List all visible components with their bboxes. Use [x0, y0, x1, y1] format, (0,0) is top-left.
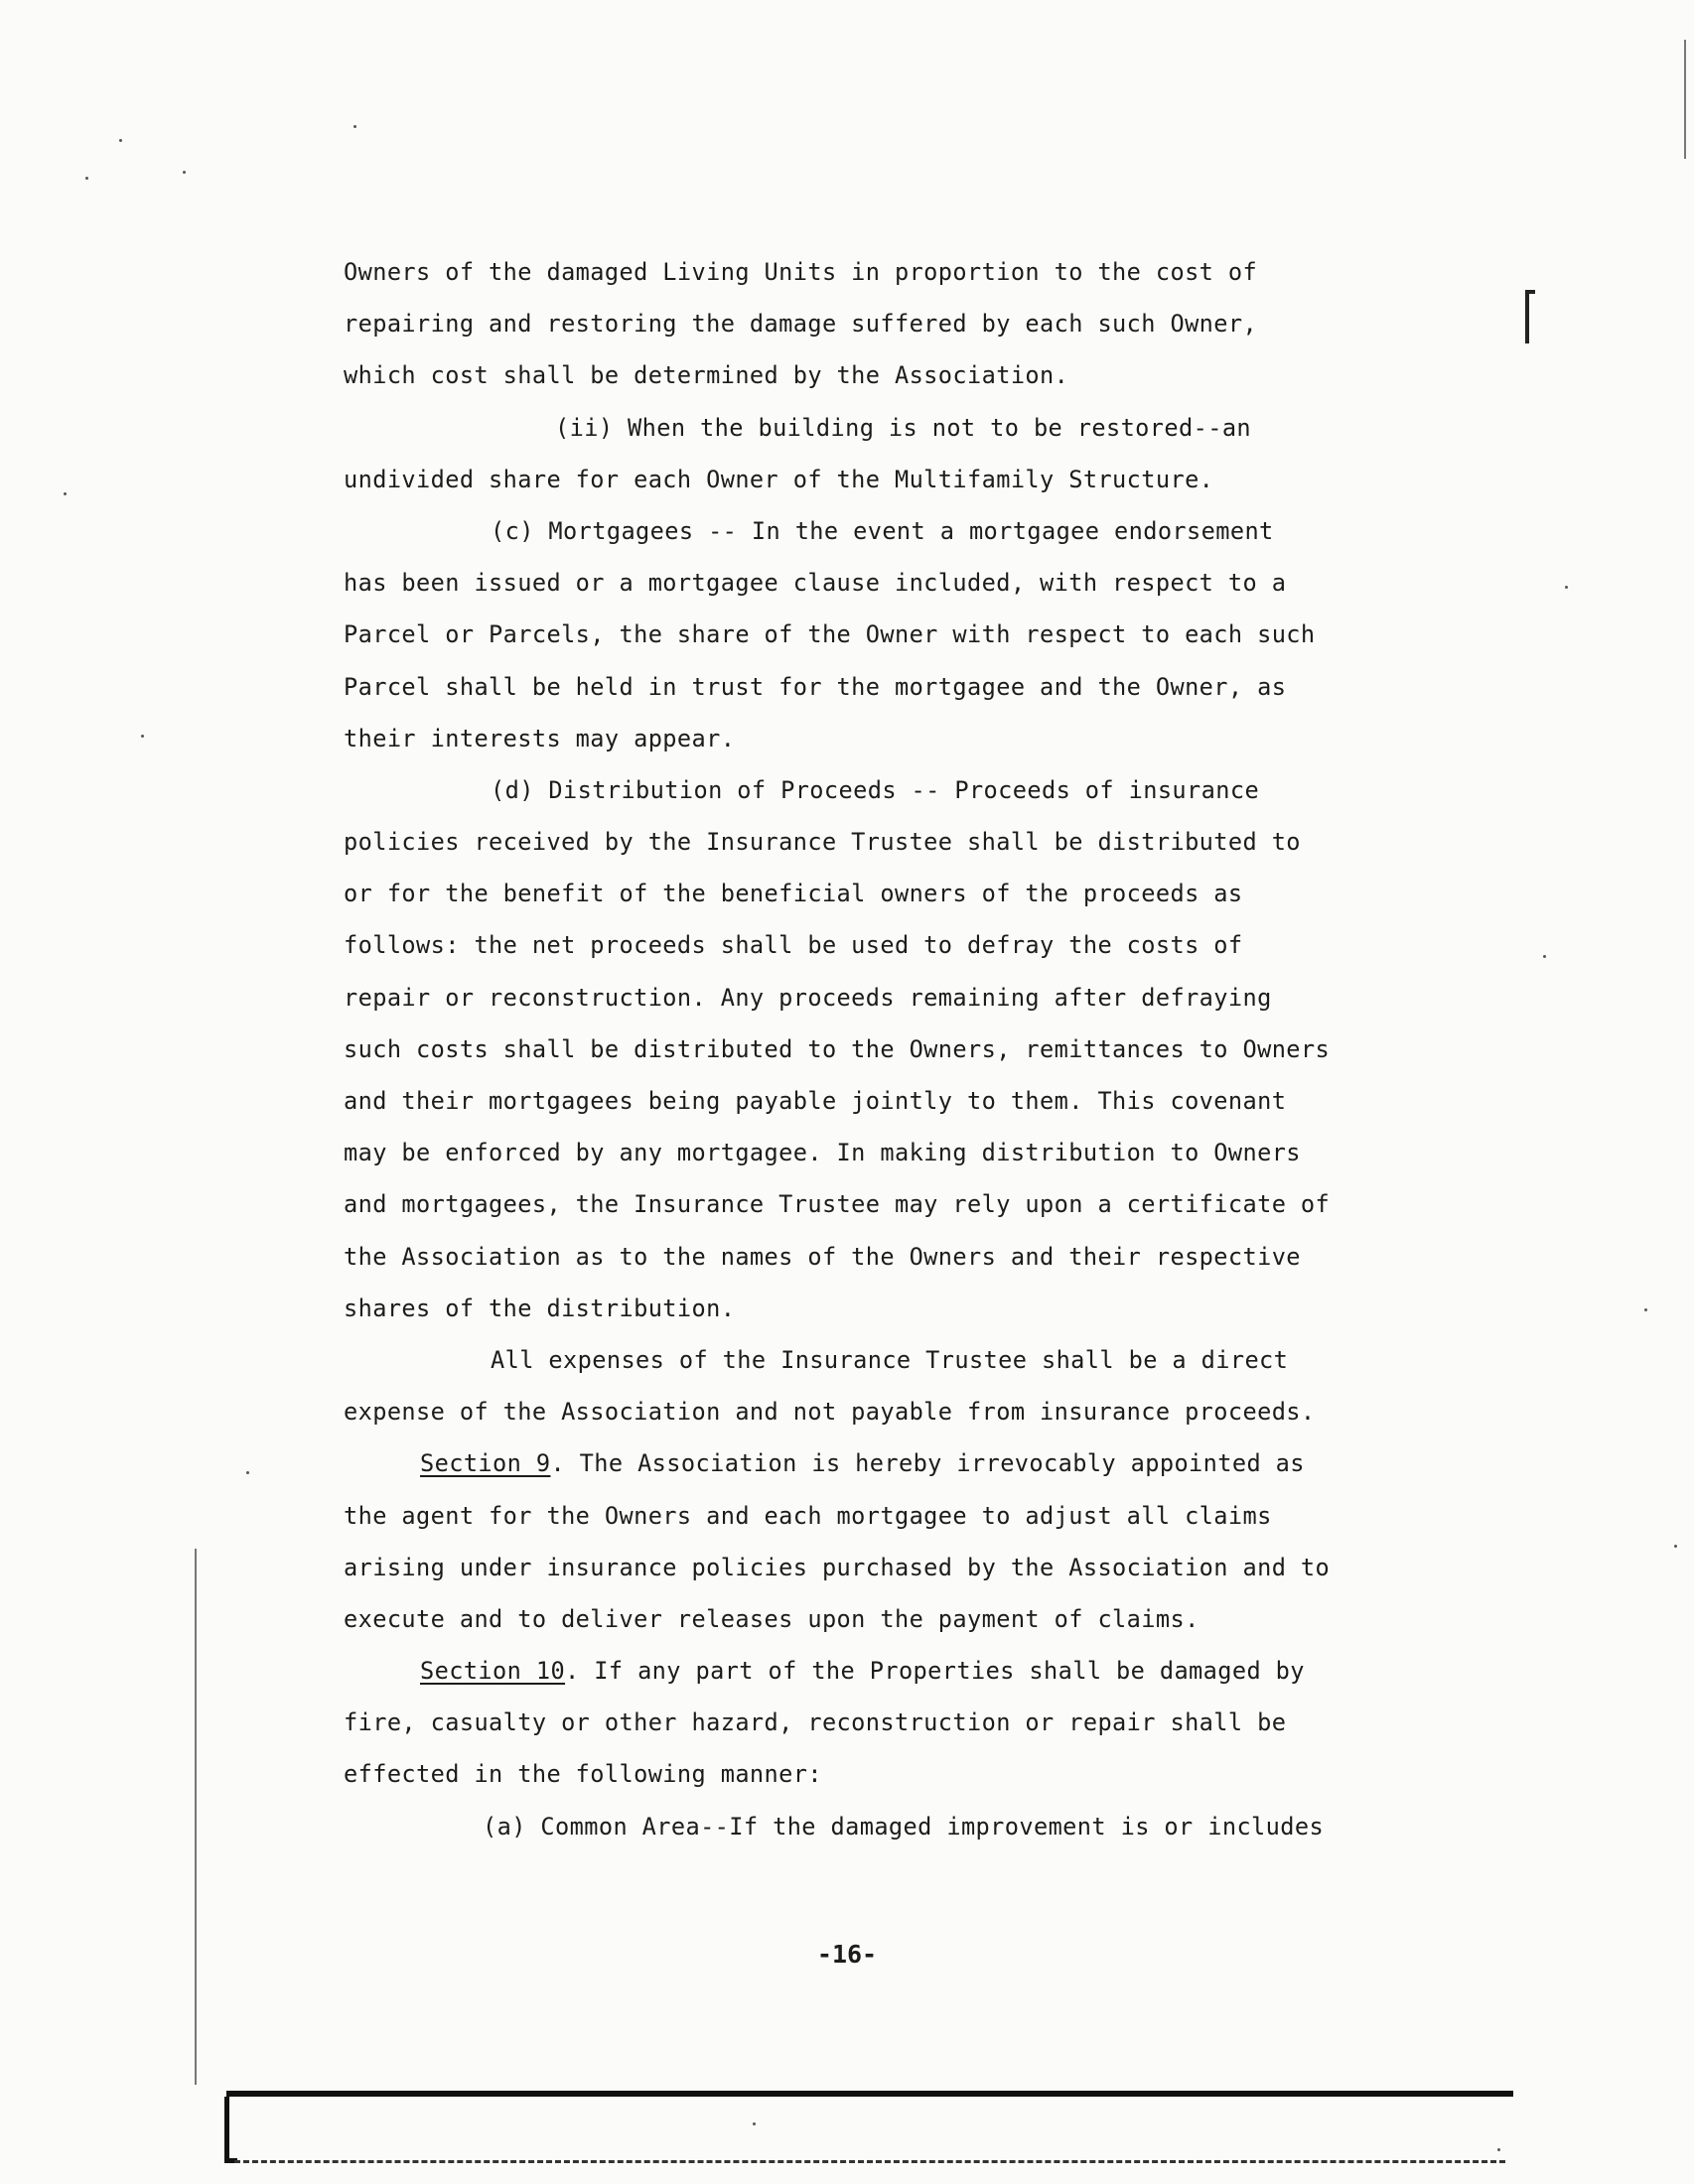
text-line: fire, casualty or other hazard, reconstruction or repair shall be — [344, 1708, 1287, 1737]
scan-edge-line — [1684, 40, 1686, 159]
scan-speck — [119, 139, 122, 142]
body-text — [344, 246, 1416, 1852]
scan-speck — [64, 492, 67, 495]
scan-speck — [246, 1471, 249, 1474]
text-line: has been issued or a mortgagee clause included, with respect to a — [344, 569, 1287, 598]
scan-speck — [353, 125, 356, 128]
text-line: their interests may appear. — [344, 724, 736, 752]
section-10-heading: Section 10 — [420, 1657, 566, 1686]
text-line: policies received by the Insurance Trustee shall be distributed to — [344, 828, 1301, 857]
paragraph-d-distribution: (d) Distribution of Proceeds -- Proceeds of insurance — [491, 775, 1260, 804]
page-number: -16- — [816, 1940, 878, 1969]
scan-speck — [85, 177, 88, 180]
text-line: effected in the following manner: — [344, 1760, 822, 1789]
text-line: arising under insurance policies purchased by the Association and to — [344, 1553, 1331, 1581]
text-line: repair or reconstruction. Any proceeds remaining after defraying — [344, 983, 1272, 1012]
text-line: repairing and restoring the damage suffered by each such Owner, — [344, 310, 1258, 339]
text-line: follows: the net proceeds shall be used to defray the costs of — [344, 931, 1243, 960]
subparagraph-ii: (ii) When the building is not to be restored--an — [555, 413, 1252, 442]
scan-speck — [753, 2122, 756, 2125]
section-9-text: . The Association is hereby irrevocably appointed as — [550, 1449, 1305, 1478]
text-line: Parcel or Parcels, the share of the Owner with respect to each such — [344, 620, 1316, 649]
text-line: undivided share for each Owner of the Multifamily Structure. — [344, 465, 1214, 493]
scan-edge-line — [195, 1549, 197, 2085]
text-line: may be enforced by any mortgagee. In making distribution to Owners — [344, 1139, 1301, 1167]
dashed-rule — [234, 2160, 1505, 2163]
text-line: the Association as to the names of the Owners and their respective — [344, 1242, 1301, 1271]
expenses-paragraph: All expenses of the Insurance Trustee shall be a direct — [491, 1345, 1289, 1374]
bracket-mark — [224, 2097, 237, 2163]
text-line: expense of the Association and not payable from insurance proceeds. — [344, 1398, 1316, 1427]
section-10-text: . If any part of the Properties shall be damaged by — [565, 1657, 1305, 1686]
scan-speck — [1543, 955, 1546, 958]
paragraph-c-mortgagees: (c) Mortgagees -- In the event a mortgagee endorsement — [491, 516, 1274, 545]
text-line: which cost shall be determined by the Association. — [344, 361, 1069, 390]
text-line: execute and to deliver releases upon the payment of claims. — [344, 1604, 1200, 1633]
text-line: Parcel shall be held in trust for the mortgagee and the Owner, as — [344, 672, 1287, 701]
text-line: shares of the distribution. — [344, 1294, 736, 1322]
scan-speck — [1497, 2148, 1500, 2151]
section-9-first-line — [344, 1437, 1416, 1489]
section-10-first-line — [344, 1645, 1416, 1697]
text-line: such costs shall be distributed to the Owners, remittances to Owners — [344, 1034, 1331, 1063]
text-line: and their mortgagees being payable jointly to them. This covenant — [344, 1087, 1287, 1115]
margin-mark — [1525, 290, 1529, 343]
scan-speck — [141, 735, 144, 738]
scan-speck — [183, 171, 186, 174]
text-line: the agent for the Owners and each mortgagee to adjust all claims — [344, 1501, 1272, 1530]
paragraph-a-common-area: (a) Common Area--If the damaged improvement is or includes — [483, 1812, 1325, 1841]
scan-speck — [1674, 1545, 1677, 1548]
scan-speck — [1565, 586, 1568, 589]
section-9-heading: Section 9 — [420, 1449, 551, 1478]
scan-speck — [1644, 1308, 1647, 1311]
text-line: and mortgagees, the Insurance Trustee may rely upon a certificate of — [344, 1190, 1331, 1219]
text-line: or for the benefit of the beneficial owners of the proceeds as — [344, 880, 1243, 908]
text-line: Owners of the damaged Living Units in proportion to the cost of — [344, 258, 1258, 286]
bottom-rule — [226, 2091, 1513, 2097]
